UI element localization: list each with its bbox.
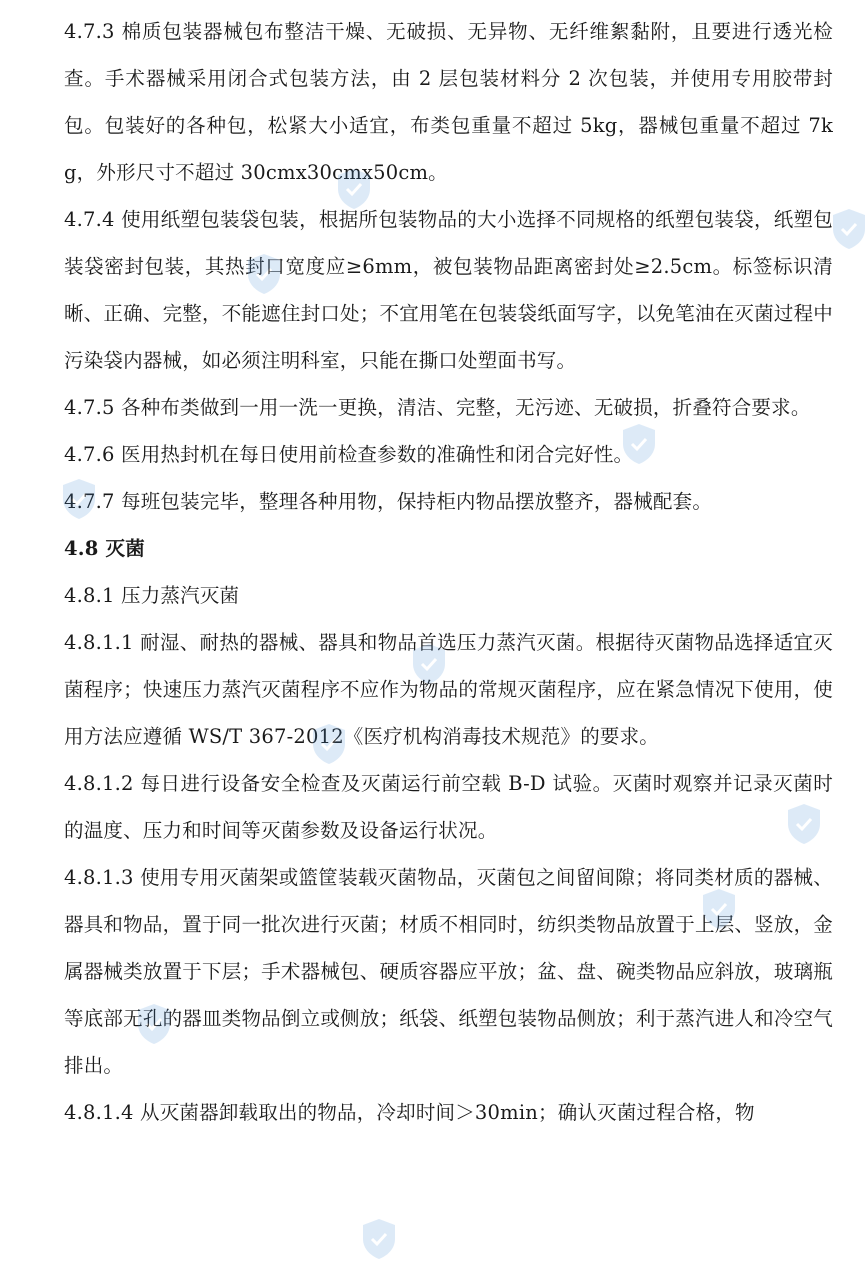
paragraph-4-8-1-1: 4.8.1.1 耐湿、耐热的器械、器具和物品首选压力蒸汽灭菌。根据待灭菌物品选择适宜灭菌程序；快速压力蒸汽灭菌程序不应作为物品的常规灭菌程序，应在紧急情况下使用，使用方法应遵循 WS/T 367-2012《医疗机构消毒技术规范》的要求。 [64,631,833,748]
paragraph-4-7-7: 4.7.7 每班包装完毕，整理各种用物，保持柜内物品摆放整齐，器械配套。 [64,490,713,513]
watermark-shield-icon [355,1215,403,1263]
paragraph-4-7-4: 4.7.4 使用纸塑包装袋包装，根据所包装物品的大小选择不同规格的纸塑包装袋，纸塑包装袋密封包装，其热封口宽度应≥6mm，被包装物品距离密封处≥2.5cm。标签标识清晰、正确、完整，不能遮住封口处；不宜用笔在包装袋纸面写字，以免笔油在灭菌过程中污染袋内器械，如必须注明科室，只能在撕口处塑面书写。 [64,208,833,372]
subsection-heading: 4.8.1 压力蒸汽灭菌 [64,584,240,607]
paragraph-4-7-3: 4.7.3 棉质包装器械包布整洁干燥、无破损、无异物、无纤维絮黏附，且要进行透光检查。手术器械采用闭合式包装方法，由 2 层包装材料分 2 次包装，并使用专用胶带封包。包装好的各种包，松紧大小适宜，布类包重量不超过 5kg，器械包重量不超过 7kg，外形尺寸不超过 30cmx30cmx50cm。 [64,20,833,184]
paragraph-4-8-1-2: 4.8.1.2 每日进行设备安全检查及灭菌运行前空载 B-D 试验。灭菌时观察并记录灭菌时的温度、压力和时间等灭菌参数及设备运行状况。 [64,772,833,842]
paragraph-4-8-1-4: 4.8.1.4 从灭菌器卸载取出的物品，冷却时间＞30min；确认灭菌过程合格，物 [64,1101,755,1124]
paragraph-4-7-5: 4.7.5 各种布类做到一用一洗一更换，清洁、完整，无污迹、无破损，折叠符合要求。 [64,396,811,419]
section-heading: 4.8 灭菌 [64,537,145,560]
paragraph-4-7-6: 4.7.6 医用热封机在每日使用前检查参数的准确性和闭合完好性。 [64,443,634,466]
paragraph-4-8-1-3: 4.8.1.3 使用专用灭菌架或篮筐装载灭菌物品，灭菌包之间留间隙；将同类材质的器械、器具和物品，置于同一批次进行灭菌；材质不相同时，纺织类物品放置于上层、竖放，金属器械类放置于下层；手术器械包、硬质容器应平放；盆、盘、碗类物品应斜放，玻璃瓶等底部无孔的器皿类物品倒立或侧放；纸袋、纸塑包装物品侧放；利于蒸汽进人和冷空气排出。 [64,866,833,1077]
